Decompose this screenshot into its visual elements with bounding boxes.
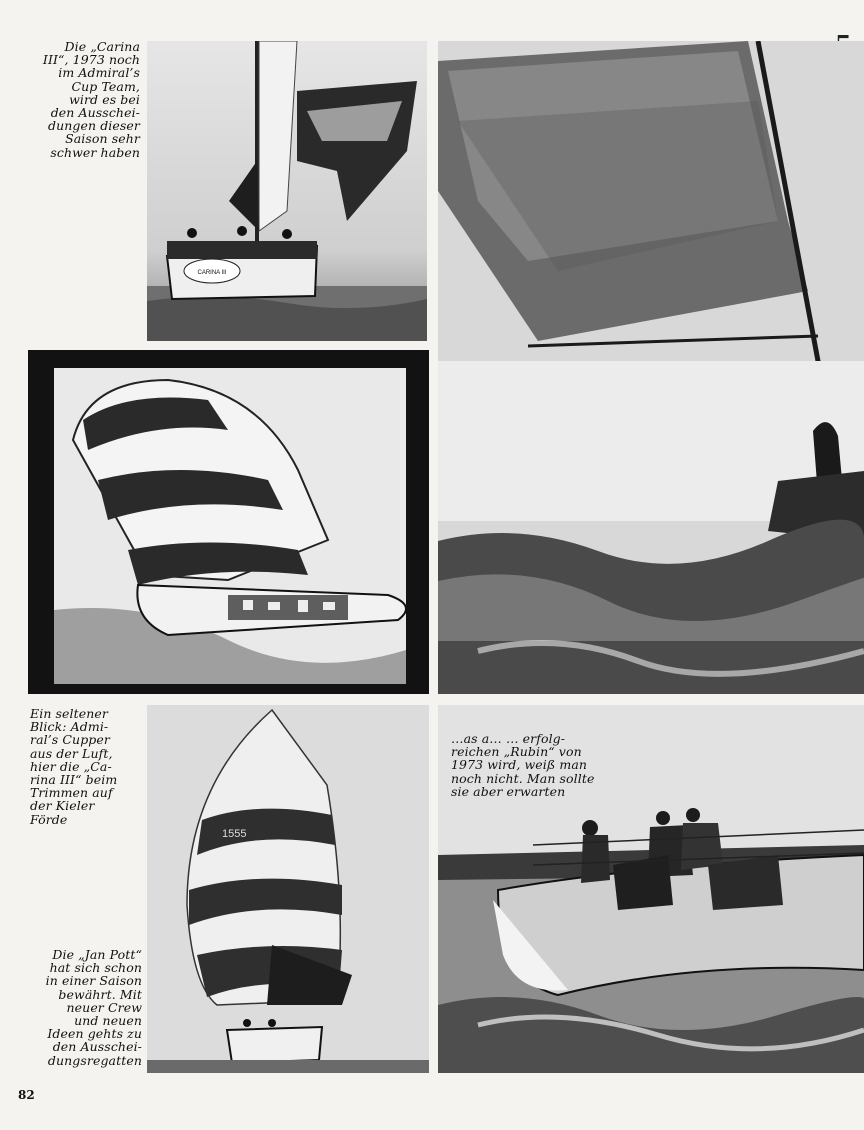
photo-aerial-carina-image <box>28 350 429 694</box>
photo-carina-stern-image <box>147 41 427 341</box>
caption-aerial-view: Ein seltener Blick: Admi- ral’s Cupper aus der Luft, hier die „Ca- rina III“ beim Trimmen auf der Kieler Förde <box>30 706 118 827</box>
caption-rubin: …as a… … erfolg- reichen „Rubin“ von 1973 wird, weiß man noch nicht. Man sollte sie aber erwarten <box>451 731 595 799</box>
carina-stern-lettering: CARINA III <box>197 270 227 276</box>
photo-aerial-carina <box>28 350 429 694</box>
photo-jan-pott <box>147 705 429 1073</box>
caption-carina-team: Die „Carina III“, 1973 noch im Admiral’s Cup Team, wird es bei den Ausschei- dungen dieser Saison sehr schwer haben <box>42 39 140 160</box>
caption-jan-pott: Die „Jan Pott“ hat sich schon in einer Saison bewährt. Mit neuer Crew und neuen Ideen gehts zu den Ausschei- dungsregatten <box>45 947 142 1068</box>
photo-jan-pott-image <box>147 705 429 1073</box>
photo-spinnaker-large <box>438 41 864 694</box>
page-number: 82 <box>18 1088 35 1102</box>
photo-carina-stern <box>147 41 427 341</box>
photo-spinnaker-large-image <box>438 41 864 694</box>
jan-pott-sail-number: 1555 <box>222 828 247 840</box>
